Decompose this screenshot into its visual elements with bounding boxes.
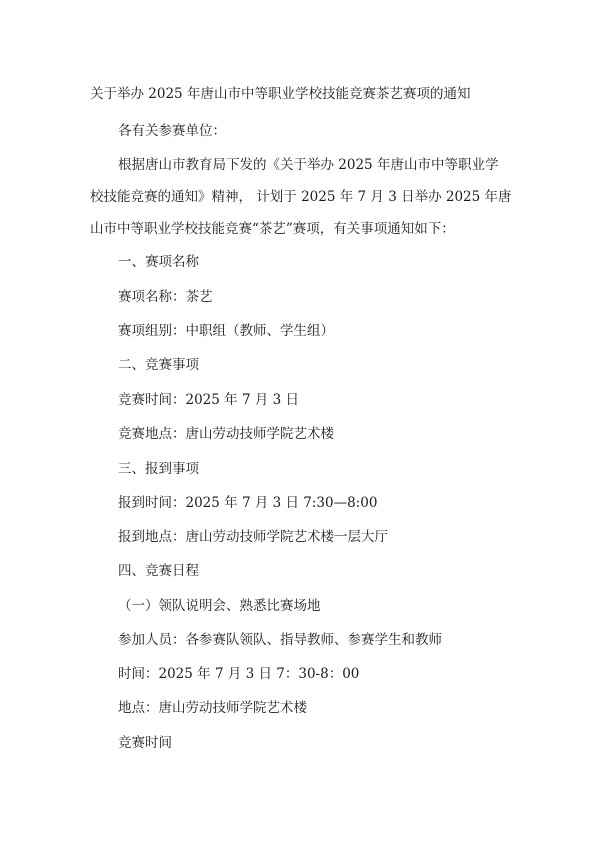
competition-location: 竞赛地点：唐山劳动技师学院艺术楼 [118,426,334,442]
registration-time: 报到时间：2025 年 7 月 3 日 7:30—8:00 [118,495,378,511]
intro-line-3: 山市中等职业学校技能竞赛“茶艺”赛项，有关事项通知如下： [90,221,455,237]
section-heading-4: 四、竞赛日程 [118,563,199,579]
intro-line-1: 根据唐山市教育局下发的《关于举办 2025 年唐山市中等职业学 [118,157,499,173]
salutation: 各有关参赛单位： [118,123,226,139]
competition-time: 竞赛时间：2025 年 7 月 3 日 [118,392,299,408]
schedule-location: 地点：唐山劳动技师学院艺术楼 [118,700,307,716]
event-group: 赛项组别：中职组（教师、学生组） [118,323,334,339]
section-heading-3: 三、报到事项 [118,461,199,477]
intro-line-2: 校技能竞赛的通知》精神， 计划于 2025 年 7 月 3 日举办 2025 年唐 [90,189,512,205]
subsection-heading-1: （一）领队说明会、熟悉比赛场地 [118,598,321,614]
participants: 参加人员：各参赛队领队、指导教师、参赛学生和教师 [118,632,442,648]
event-name: 赛项名称：茶艺 [118,289,213,305]
section-heading-2: 二、竞赛事项 [118,357,199,373]
schedule-time: 时间：2025 年 7 月 3 日 7：30-8：00 [118,666,360,682]
registration-location: 报到地点：唐山劳动技师学院艺术楼一层大厅 [118,529,388,545]
document-title: 关于举办 2025 年唐山市中等职业学校技能竞赛茶艺赛项的通知 [90,86,471,102]
section-heading-1: 一、赛项名称 [118,254,199,270]
competition-time-heading: 竞赛时间 [118,735,172,751]
